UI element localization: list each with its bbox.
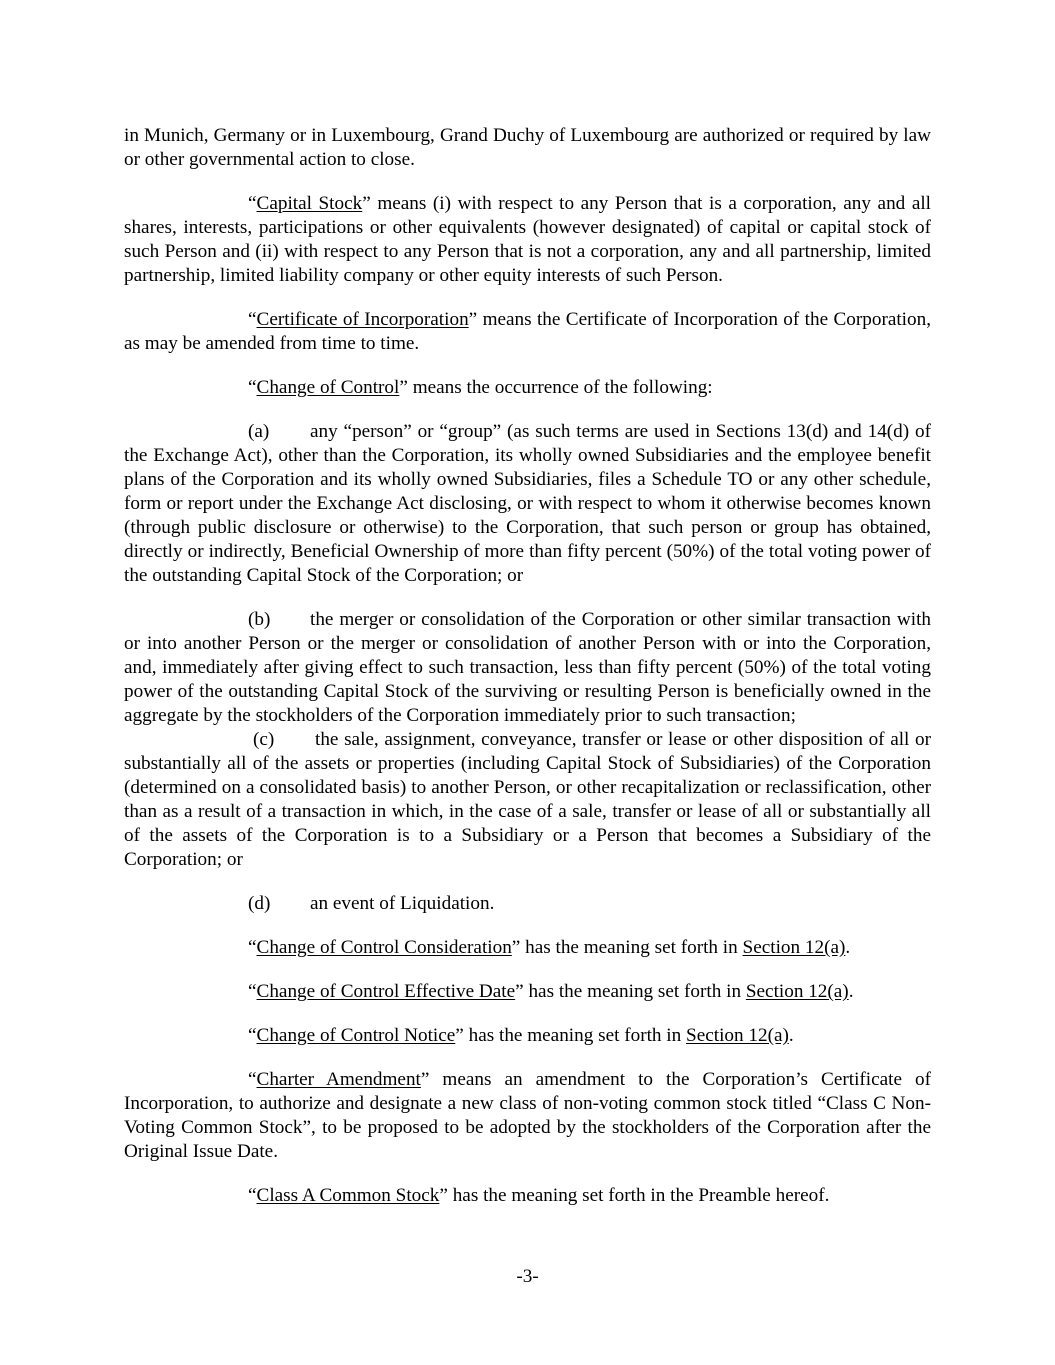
close-quote: ”: [399, 377, 408, 398]
document-page: [124, 124, 931, 1208]
definition-text: means the Certificate of Incorporation of the Corporation, as may be amended from time to time.: [124, 309, 931, 354]
item-label: (d): [248, 893, 271, 914]
definition-capital-stock: [124, 192, 931, 288]
defined-term: Change of Control Consideration: [256, 937, 512, 958]
defined-term: Capital Stock: [256, 193, 363, 214]
period: .: [848, 981, 854, 1002]
defined-term: Change of Control: [256, 377, 400, 398]
definition-text: has the meaning set forth in: [523, 981, 746, 1002]
open-quote: “: [248, 937, 257, 958]
defined-term: Certificate of Incorporation: [256, 309, 469, 330]
defined-term: Change of Control Effective Date: [256, 981, 516, 1002]
defined-term: Class A Common Stock: [256, 1185, 440, 1206]
close-quote: ”: [439, 1185, 448, 1206]
close-quote: ”: [468, 309, 478, 330]
close-quote: ”: [511, 937, 521, 958]
definition-text: has the meaning set forth in: [520, 937, 743, 958]
section-reference: Section 12(a): [742, 937, 846, 958]
defined-term: Change of Control Notice: [256, 1025, 456, 1046]
item-text: the sale, assignment, conveyance, transfer or lease or other disposition of all or substantially all of the assets or properties (including Capital Stock of Subsidiaries) of the Corporation (determined on a consolidated basis) to another Person, or other recapitalization or reclassification, other than as a result of a transaction in which, in the case of a sale, transfer or lease of all or substantially all of the assets of the Corporation is to a Subsidiary or a Person that becomes a Subsidiary of the Corporation; or: [124, 729, 931, 870]
period: .: [845, 937, 851, 958]
section-reference: Section 12(a): [686, 1025, 789, 1046]
open-quote: “: [248, 1025, 257, 1046]
definition-coc-consideration: [124, 936, 931, 960]
definition-charter-amendment: [124, 1068, 931, 1164]
list-item-b: [124, 608, 931, 728]
list-item-d: [124, 892, 931, 916]
definition-text: has the meaning set forth in: [463, 1025, 687, 1046]
item-text: the merger or consolidation of the Corporation or other similar transaction with or into another Person or the merger or consolidation of another Person with or into the Corporation, and, immediately after giving effect to such transaction, less than fifty percent (50%) of the total voting power of the outstanding Capital Stock of the surviving or resulting Person is beneficially owned in the aggregate by the stockholders of the Corporation immediately prior to such transaction;: [124, 609, 931, 726]
page-number: -3-: [516, 1266, 539, 1287]
close-quote: ”: [420, 1069, 430, 1090]
period: .: [788, 1025, 794, 1046]
list-item-a: [124, 420, 931, 588]
definition-text: means the occurrence of the following:: [407, 377, 713, 398]
definition-change-of-control: [124, 376, 931, 400]
item-text: any “person” or “group” (as such terms are used in Sections 13(d) and 14(d) of the Exchange Act), other than the Corporation, its wholly owned Subsidiaries and the employee benefit plans of the Corporation and its wholly owned Subsidiaries, files a Schedule TO or any other schedule, form or report under the Exchange Act disclosing, or with respect to whom it otherwise becomes known (through public disclosure or otherwise) to the Corporation, that such person or group has obtained, directly or indirectly, Beneficial Ownership of more than fifty percent (50%) of the total voting power of the outstanding Capital Stock of the Corporation; or: [124, 421, 931, 586]
definition-coc-notice: [124, 1024, 931, 1048]
close-quote: ”: [455, 1025, 464, 1046]
item-label: (b): [248, 609, 271, 630]
definition-class-a-common-stock: [124, 1184, 931, 1208]
open-quote: “: [248, 193, 257, 214]
open-quote: “: [248, 1185, 257, 1206]
item-text: an event of Liquidation.: [310, 893, 495, 914]
close-quote: ”: [515, 981, 524, 1002]
item-label: (a): [248, 421, 270, 442]
section-reference: Section 12(a): [745, 981, 849, 1002]
definition-certificate-of-incorporation: [124, 308, 931, 356]
definition-text: has the meaning set forth in the Preamble hereof.: [447, 1185, 830, 1206]
defined-term: Charter Amendment: [256, 1069, 421, 1090]
paragraph-intro: in Munich, Germany or in Luxembourg, Grand Duchy of Luxembourg are authorized or required by law or other governmental action to close.: [124, 125, 931, 170]
open-quote: “: [248, 309, 257, 330]
item-label: (c): [253, 729, 275, 750]
definition-coc-effective-date: [124, 980, 931, 1004]
definition-text: means an amendment to the Corporation’s Certificate of Incorporation, to authorize and designate a new class of non-voting common stock titled “Class C Non-Voting Common Stock”, to be proposed to be adopted by the stockholders of the Corporation after the Original Issue Date.: [124, 1069, 931, 1162]
open-quote: “: [248, 981, 257, 1002]
close-quote: ”: [362, 193, 371, 214]
definition-text: means (i) with respect to any Person that is a corporation, any and all shares, interests, participations or other equivalents (however designated) of capital or capital stock of such Person and (ii) with respect to any Person that is not a corporation, any and all partnership, limited partnership, limited liability company or other equity interests of such Person.: [124, 193, 931, 286]
list-item-c: [124, 728, 931, 872]
open-quote: “: [248, 377, 257, 398]
open-quote: “: [248, 1069, 257, 1090]
